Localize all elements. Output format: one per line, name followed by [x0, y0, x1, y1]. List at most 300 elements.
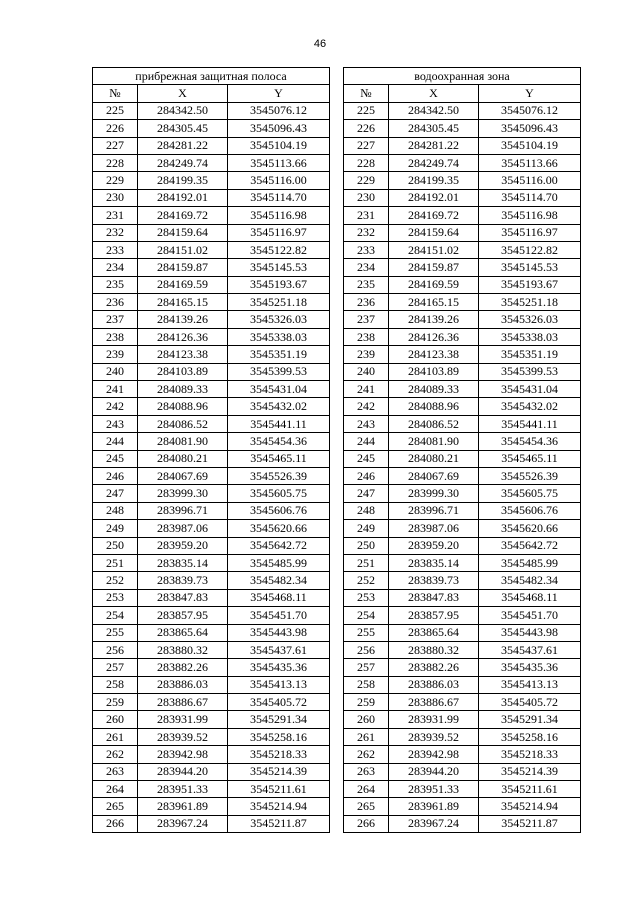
table-row	[93, 711, 330, 728]
table-row	[344, 694, 581, 711]
cell-y: 3545443.98	[479, 624, 581, 641]
cell-x: 284151.02	[389, 241, 479, 258]
cell-number: 244	[93, 433, 138, 450]
cell-x: 283999.30	[389, 485, 479, 502]
cell-x: 284081.90	[389, 433, 479, 450]
cell-x: 284199.35	[389, 172, 479, 189]
header-number: №	[93, 85, 138, 102]
table-title: водоохранная зона	[344, 68, 581, 85]
table-row	[93, 554, 330, 571]
table-row	[93, 259, 330, 276]
cell-y: 3545218.33	[228, 746, 330, 763]
table-row	[93, 746, 330, 763]
table-row	[344, 102, 581, 119]
table-row	[93, 450, 330, 467]
cell-y: 3545482.34	[228, 572, 330, 589]
cell-x: 283835.14	[138, 554, 228, 571]
cell-x: 283944.20	[389, 763, 479, 780]
table-row	[344, 537, 581, 554]
cell-y: 3545122.82	[479, 241, 581, 258]
cell-number: 238	[344, 328, 389, 345]
table-row	[93, 311, 330, 328]
cell-y: 3545338.03	[228, 328, 330, 345]
cell-y: 3545432.02	[479, 398, 581, 415]
table-row	[344, 467, 581, 484]
cell-number: 254	[344, 607, 389, 624]
cell-number: 260	[93, 711, 138, 728]
table-row	[344, 276, 581, 293]
cell-y: 3545104.19	[479, 137, 581, 154]
cell-y: 3545114.70	[228, 189, 330, 206]
table-row	[93, 659, 330, 676]
cell-y: 3545413.13	[479, 676, 581, 693]
cell-number: 262	[93, 746, 138, 763]
table-row	[344, 207, 581, 224]
cell-number: 230	[344, 189, 389, 206]
cell-x: 283931.99	[389, 711, 479, 728]
cell-y: 3545211.87	[479, 815, 581, 832]
table-row	[93, 207, 330, 224]
cell-x: 283996.71	[389, 502, 479, 519]
table-row	[93, 607, 330, 624]
table-row	[344, 328, 581, 345]
cell-y: 3545122.82	[228, 241, 330, 258]
cell-number: 260	[344, 711, 389, 728]
cell-x: 284169.72	[138, 207, 228, 224]
cell-number: 258	[344, 676, 389, 693]
table-row	[344, 224, 581, 241]
cell-number: 235	[93, 276, 138, 293]
table-row	[93, 241, 330, 258]
cell-y: 3545214.39	[479, 763, 581, 780]
cell-number: 245	[93, 450, 138, 467]
table-row	[93, 137, 330, 154]
cell-y: 3545116.00	[479, 172, 581, 189]
cell-y: 3545443.98	[228, 624, 330, 641]
cell-number: 257	[93, 659, 138, 676]
cell-x: 284089.33	[389, 381, 479, 398]
cell-number: 249	[344, 520, 389, 537]
cell-number: 247	[93, 485, 138, 502]
table-row	[344, 502, 581, 519]
cell-y: 3545291.34	[228, 711, 330, 728]
cell-number: 259	[93, 694, 138, 711]
cell-x: 283959.20	[138, 537, 228, 554]
table-row	[93, 728, 330, 745]
cell-number: 258	[93, 676, 138, 693]
cell-number: 252	[344, 572, 389, 589]
cell-y: 3545413.13	[228, 676, 330, 693]
cell-number: 247	[344, 485, 389, 502]
cell-y: 3545435.36	[479, 659, 581, 676]
cell-y: 3545485.99	[479, 554, 581, 571]
cell-x: 283939.52	[389, 728, 479, 745]
cell-y: 3545326.03	[228, 311, 330, 328]
cell-x: 283961.89	[389, 798, 479, 815]
table-row	[93, 676, 330, 693]
table-row	[344, 189, 581, 206]
table-row	[344, 711, 581, 728]
table-title: прибрежная защитная полоса	[93, 68, 330, 85]
cell-number: 255	[344, 624, 389, 641]
table-row	[93, 467, 330, 484]
cell-x: 284305.45	[138, 120, 228, 137]
cell-y: 3545435.36	[228, 659, 330, 676]
table-row	[344, 554, 581, 571]
table-row	[93, 763, 330, 780]
coastal-protection-strip-table	[92, 67, 330, 833]
cell-y: 3545214.39	[228, 763, 330, 780]
table-row	[93, 781, 330, 798]
cell-number: 253	[93, 589, 138, 606]
table-body	[344, 102, 581, 832]
cell-y: 3545399.53	[228, 363, 330, 380]
cell-y: 3545431.04	[228, 381, 330, 398]
cell-x: 283847.83	[138, 589, 228, 606]
cell-x: 283886.67	[138, 694, 228, 711]
cell-number: 237	[93, 311, 138, 328]
cell-x: 284159.64	[138, 224, 228, 241]
cell-y: 3545482.34	[479, 572, 581, 589]
cell-x: 284088.96	[138, 398, 228, 415]
cell-number: 240	[93, 363, 138, 380]
cell-y: 3545193.67	[479, 276, 581, 293]
cell-x: 284342.50	[138, 102, 228, 119]
cell-y: 3545338.03	[479, 328, 581, 345]
cell-number: 251	[93, 554, 138, 571]
cell-y: 3545116.97	[228, 224, 330, 241]
cell-y: 3545432.02	[228, 398, 330, 415]
cell-number: 253	[344, 589, 389, 606]
cell-y: 3545193.67	[228, 276, 330, 293]
cell-x: 284169.59	[389, 276, 479, 293]
cell-x: 283987.06	[138, 520, 228, 537]
cell-number: 229	[93, 172, 138, 189]
table-row	[344, 415, 581, 432]
cell-x: 283996.71	[138, 502, 228, 519]
table-row	[344, 781, 581, 798]
cell-x: 284199.35	[138, 172, 228, 189]
cell-number: 231	[93, 207, 138, 224]
table-row	[93, 102, 330, 119]
cell-y: 3545096.43	[228, 120, 330, 137]
cell-y: 3545291.34	[479, 711, 581, 728]
cell-number: 250	[344, 537, 389, 554]
table-row	[344, 172, 581, 189]
cell-number: 250	[93, 537, 138, 554]
table-row	[344, 450, 581, 467]
cell-number: 238	[93, 328, 138, 345]
cell-number: 255	[93, 624, 138, 641]
table-row	[344, 346, 581, 363]
cell-x: 284081.90	[138, 433, 228, 450]
cell-y: 3545113.66	[479, 154, 581, 171]
cell-x: 284281.22	[389, 137, 479, 154]
cell-y: 3545468.11	[228, 589, 330, 606]
cell-y: 3545116.98	[228, 207, 330, 224]
cell-y: 3545437.61	[479, 641, 581, 658]
table-row	[344, 381, 581, 398]
table-row	[344, 798, 581, 815]
cell-number: 246	[344, 467, 389, 484]
table-row	[93, 363, 330, 380]
table-row	[93, 120, 330, 137]
cell-number: 230	[93, 189, 138, 206]
table-row	[93, 294, 330, 311]
cell-y: 3545251.18	[228, 294, 330, 311]
cell-x: 284086.52	[138, 415, 228, 432]
cell-number: 234	[344, 259, 389, 276]
cell-number: 227	[93, 137, 138, 154]
cell-y: 3545642.72	[479, 537, 581, 554]
cell-y: 3545116.97	[479, 224, 581, 241]
cell-number: 244	[344, 433, 389, 450]
table-row	[344, 363, 581, 380]
cell-number: 236	[93, 294, 138, 311]
cell-y: 3545405.72	[228, 694, 330, 711]
table-row	[344, 641, 581, 658]
cell-number: 266	[93, 815, 138, 832]
cell-number: 264	[93, 781, 138, 798]
table-row	[344, 433, 581, 450]
table-row	[344, 728, 581, 745]
cell-y: 3545258.16	[479, 728, 581, 745]
cell-number: 242	[344, 398, 389, 415]
cell-y: 3545076.12	[479, 102, 581, 119]
cell-x: 283942.98	[389, 746, 479, 763]
table-row	[93, 381, 330, 398]
table-row	[93, 815, 330, 832]
cell-y: 3545441.11	[228, 415, 330, 432]
cell-number: 232	[344, 224, 389, 241]
cell-y: 3545451.70	[479, 607, 581, 624]
cell-x: 284126.36	[389, 328, 479, 345]
table-row	[344, 607, 581, 624]
table-row	[93, 415, 330, 432]
cell-x: 283835.14	[389, 554, 479, 571]
cell-y: 3545465.11	[479, 450, 581, 467]
cell-x: 284159.87	[138, 259, 228, 276]
cell-y: 3545214.94	[228, 798, 330, 815]
cell-x: 283999.30	[138, 485, 228, 502]
cell-y: 3545465.11	[228, 450, 330, 467]
cell-number: 225	[93, 102, 138, 119]
cell-y: 3545526.39	[228, 467, 330, 484]
cell-y: 3545468.11	[479, 589, 581, 606]
cell-x: 283942.98	[138, 746, 228, 763]
page-number: 46	[313, 38, 327, 50]
header-y: Y	[228, 85, 330, 102]
cell-y: 3545642.72	[228, 537, 330, 554]
cell-number: 263	[93, 763, 138, 780]
cell-number: 266	[344, 815, 389, 832]
table-row	[93, 346, 330, 363]
cell-y: 3545620.66	[228, 520, 330, 537]
table-row	[93, 398, 330, 415]
cell-number: 227	[344, 137, 389, 154]
table-row	[344, 746, 581, 763]
cell-x: 283987.06	[389, 520, 479, 537]
cell-y: 3545096.43	[479, 120, 581, 137]
cell-x: 284086.52	[389, 415, 479, 432]
cell-x: 284249.74	[138, 154, 228, 171]
cell-number: 237	[344, 311, 389, 328]
table-row	[344, 520, 581, 537]
cell-y: 3545351.19	[228, 346, 330, 363]
table-row	[344, 311, 581, 328]
cell-y: 3545251.18	[479, 294, 581, 311]
cell-number: 229	[344, 172, 389, 189]
cell-number: 232	[93, 224, 138, 241]
cell-number: 242	[93, 398, 138, 415]
cell-x: 283882.26	[138, 659, 228, 676]
header-y: Y	[479, 85, 581, 102]
table-row	[93, 276, 330, 293]
table-row	[93, 189, 330, 206]
cell-x: 283882.26	[389, 659, 479, 676]
cell-y: 3545451.70	[228, 607, 330, 624]
cell-x: 284067.69	[389, 467, 479, 484]
cell-x: 284103.89	[389, 363, 479, 380]
cell-x: 283839.73	[389, 572, 479, 589]
cell-x: 283865.64	[389, 624, 479, 641]
table-row	[93, 172, 330, 189]
cell-y: 3545211.61	[479, 781, 581, 798]
cell-y: 3545116.00	[228, 172, 330, 189]
cell-x: 283967.24	[138, 815, 228, 832]
cell-number: 239	[344, 346, 389, 363]
table-row	[93, 328, 330, 345]
cell-x: 284249.74	[389, 154, 479, 171]
cell-number: 249	[93, 520, 138, 537]
table-row	[344, 676, 581, 693]
cell-x: 284169.72	[389, 207, 479, 224]
cell-x: 283944.20	[138, 763, 228, 780]
cell-number: 262	[344, 746, 389, 763]
cell-y: 3545431.04	[479, 381, 581, 398]
cell-y: 3545351.19	[479, 346, 581, 363]
table-row	[93, 224, 330, 241]
table-row	[93, 624, 330, 641]
cell-number: 261	[93, 728, 138, 745]
cell-y: 3545258.16	[228, 728, 330, 745]
cell-number: 233	[93, 241, 138, 258]
cell-number: 243	[93, 415, 138, 432]
cell-number: 226	[93, 120, 138, 137]
table-row	[344, 624, 581, 641]
cell-number: 226	[344, 120, 389, 137]
cell-y: 3545145.53	[228, 259, 330, 276]
table-row	[93, 572, 330, 589]
table-row	[344, 815, 581, 832]
table-row	[344, 485, 581, 502]
table-row	[344, 398, 581, 415]
table-row	[344, 763, 581, 780]
cell-number: 263	[344, 763, 389, 780]
table-body	[93, 102, 330, 832]
cell-number: 251	[344, 554, 389, 571]
cell-x: 283951.33	[389, 781, 479, 798]
cell-y: 3545606.76	[228, 502, 330, 519]
cell-y: 3545454.36	[228, 433, 330, 450]
table-row	[344, 659, 581, 676]
cell-x: 283886.67	[389, 694, 479, 711]
cell-number: 245	[344, 450, 389, 467]
cell-number: 233	[344, 241, 389, 258]
cell-y: 3545441.11	[479, 415, 581, 432]
table-row	[93, 798, 330, 815]
cell-x: 284159.87	[389, 259, 479, 276]
cell-x: 284305.45	[389, 120, 479, 137]
cell-x: 284139.26	[138, 311, 228, 328]
header-x: X	[389, 85, 479, 102]
cell-number: 265	[93, 798, 138, 815]
cell-x: 283886.03	[389, 676, 479, 693]
cell-y: 3545605.75	[228, 485, 330, 502]
cell-y: 3545405.72	[479, 694, 581, 711]
cell-number: 241	[344, 381, 389, 398]
cell-number: 231	[344, 207, 389, 224]
cell-number: 236	[344, 294, 389, 311]
cell-y: 3545485.99	[228, 554, 330, 571]
cell-x: 284126.36	[138, 328, 228, 345]
cell-x: 284067.69	[138, 467, 228, 484]
cell-number: 239	[93, 346, 138, 363]
cell-number: 225	[344, 102, 389, 119]
cell-y: 3545211.61	[228, 781, 330, 798]
cell-x: 283939.52	[138, 728, 228, 745]
table-row	[93, 537, 330, 554]
cell-y: 3545399.53	[479, 363, 581, 380]
cell-x: 283857.95	[138, 607, 228, 624]
cell-y: 3545116.98	[479, 207, 581, 224]
cell-number: 228	[344, 154, 389, 171]
cell-y: 3545114.70	[479, 189, 581, 206]
cell-number: 261	[344, 728, 389, 745]
cell-x: 284080.21	[138, 450, 228, 467]
table-row	[93, 641, 330, 658]
cell-number: 248	[344, 502, 389, 519]
table-row	[93, 433, 330, 450]
table-row	[93, 520, 330, 537]
cell-y: 3545605.75	[479, 485, 581, 502]
cell-y: 3545326.03	[479, 311, 581, 328]
cell-y: 3545076.12	[228, 102, 330, 119]
table-row	[93, 589, 330, 606]
cell-y: 3545104.19	[228, 137, 330, 154]
cell-number: 265	[344, 798, 389, 815]
table-row	[344, 120, 581, 137]
cell-y: 3545606.76	[479, 502, 581, 519]
cell-x: 283951.33	[138, 781, 228, 798]
cell-number: 256	[93, 641, 138, 658]
table-row	[93, 154, 330, 171]
cell-number: 264	[344, 781, 389, 798]
cell-number: 241	[93, 381, 138, 398]
cell-x: 283886.03	[138, 676, 228, 693]
cell-x: 284342.50	[389, 102, 479, 119]
cell-x: 284169.59	[138, 276, 228, 293]
cell-x: 283839.73	[138, 572, 228, 589]
cell-number: 252	[93, 572, 138, 589]
cell-x: 284192.01	[389, 189, 479, 206]
table-row	[344, 241, 581, 258]
cell-number: 246	[93, 467, 138, 484]
cell-x: 284088.96	[389, 398, 479, 415]
cell-x: 284281.22	[138, 137, 228, 154]
table-row	[93, 485, 330, 502]
cell-x: 284165.15	[389, 294, 479, 311]
